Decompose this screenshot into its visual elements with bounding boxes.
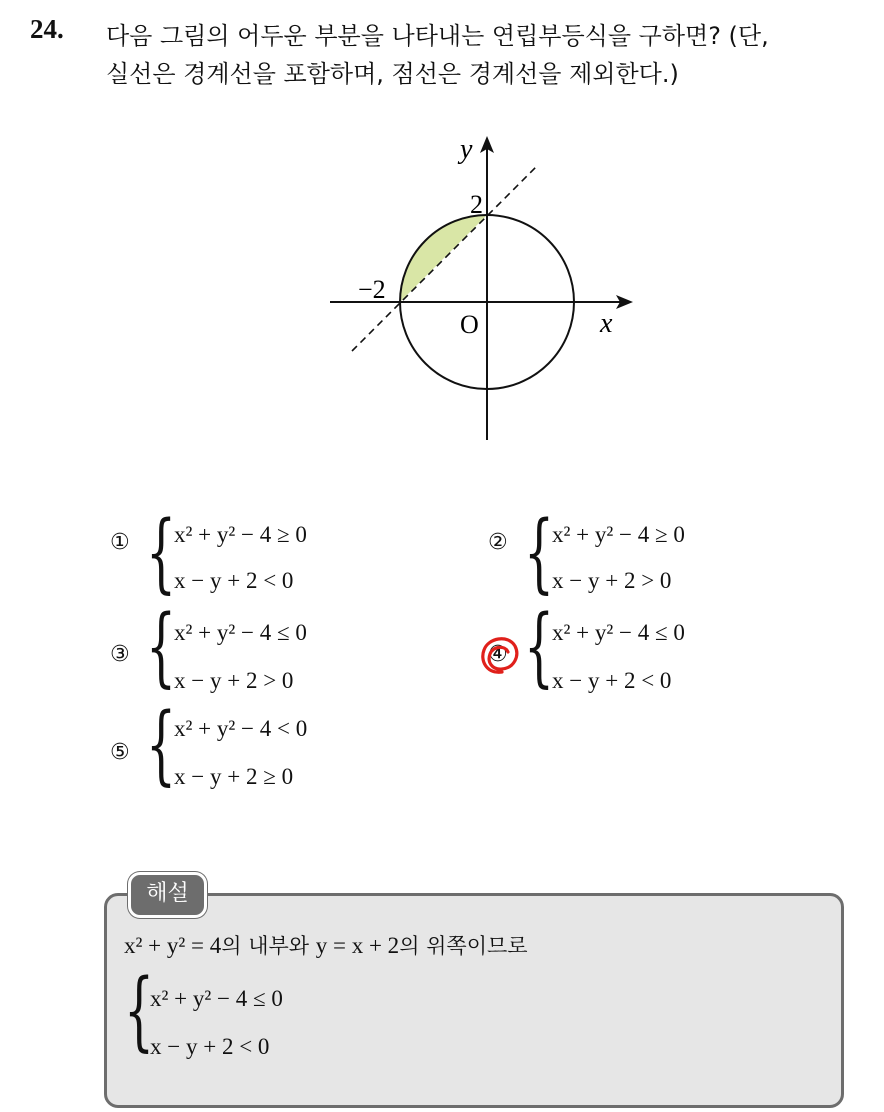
inequality-2: x − y + 2 < 0 — [552, 668, 672, 693]
brace: { — [524, 597, 555, 697]
inequality-1: x² + y² − 4 < 0 — [174, 716, 308, 741]
question-text-line2: 실선은 경계선을 포함하며, 점선은 경계선을 제외한다.) — [106, 60, 679, 88]
brace: { — [524, 503, 555, 603]
inequality-2: x − y + 2 < 0 — [174, 568, 294, 593]
solution-text — [124, 930, 528, 960]
x-tick-label: −2 — [358, 275, 386, 304]
brace: { — [146, 597, 177, 697]
brace: { — [146, 695, 177, 795]
inequality-1: x² + y² − 4 ≥ 0 — [174, 522, 307, 547]
inequality-1: x² + y² − 4 ≥ 0 — [552, 522, 685, 547]
solution-text-mid1: 의 내부와 — [221, 934, 316, 958]
choice-number: ⑤ — [110, 740, 130, 765]
question-text-line1: 다음 그림의 어두운 부분을 나타내는 연립부등식을 구하면? (단, — [106, 22, 769, 50]
choice-number: ① — [110, 530, 130, 555]
solution-text-mid2: 의 위쪽이므로 — [399, 934, 528, 958]
solution-tag: 해설 — [128, 872, 207, 918]
choice-number: ④ — [488, 642, 508, 667]
brace: { — [146, 503, 177, 603]
y-tick-label: 2 — [470, 190, 483, 219]
choice-number: ② — [488, 530, 508, 555]
brace: { — [124, 961, 155, 1061]
solution-eq-circle: x² + y² = 4 — [124, 933, 222, 958]
solution-inequality-2: x − y + 2 < 0 — [150, 1034, 270, 1059]
inequality-2: x − y + 2 > 0 — [174, 668, 294, 693]
x-axis-label: x — [600, 308, 613, 339]
solution-inequality-1: x² + y² − 4 ≤ 0 — [150, 986, 283, 1011]
question-number: 24. — [30, 14, 64, 44]
inequality-2: x − y + 2 > 0 — [552, 568, 672, 593]
y-axis-label: y — [460, 134, 473, 165]
inequality-1: x² + y² − 4 ≤ 0 — [552, 620, 685, 645]
inequality-1: x² + y² − 4 ≤ 0 — [174, 620, 307, 645]
graph-figure — [300, 128, 640, 448]
choice-number: ③ — [110, 642, 130, 667]
answer-mark-circle — [478, 632, 522, 678]
dashed-line — [352, 165, 538, 351]
origin-label: O — [460, 310, 479, 339]
inequality-2: x − y + 2 ≥ 0 — [174, 764, 294, 789]
solution-eq-line: y = x + 2 — [315, 933, 400, 958]
